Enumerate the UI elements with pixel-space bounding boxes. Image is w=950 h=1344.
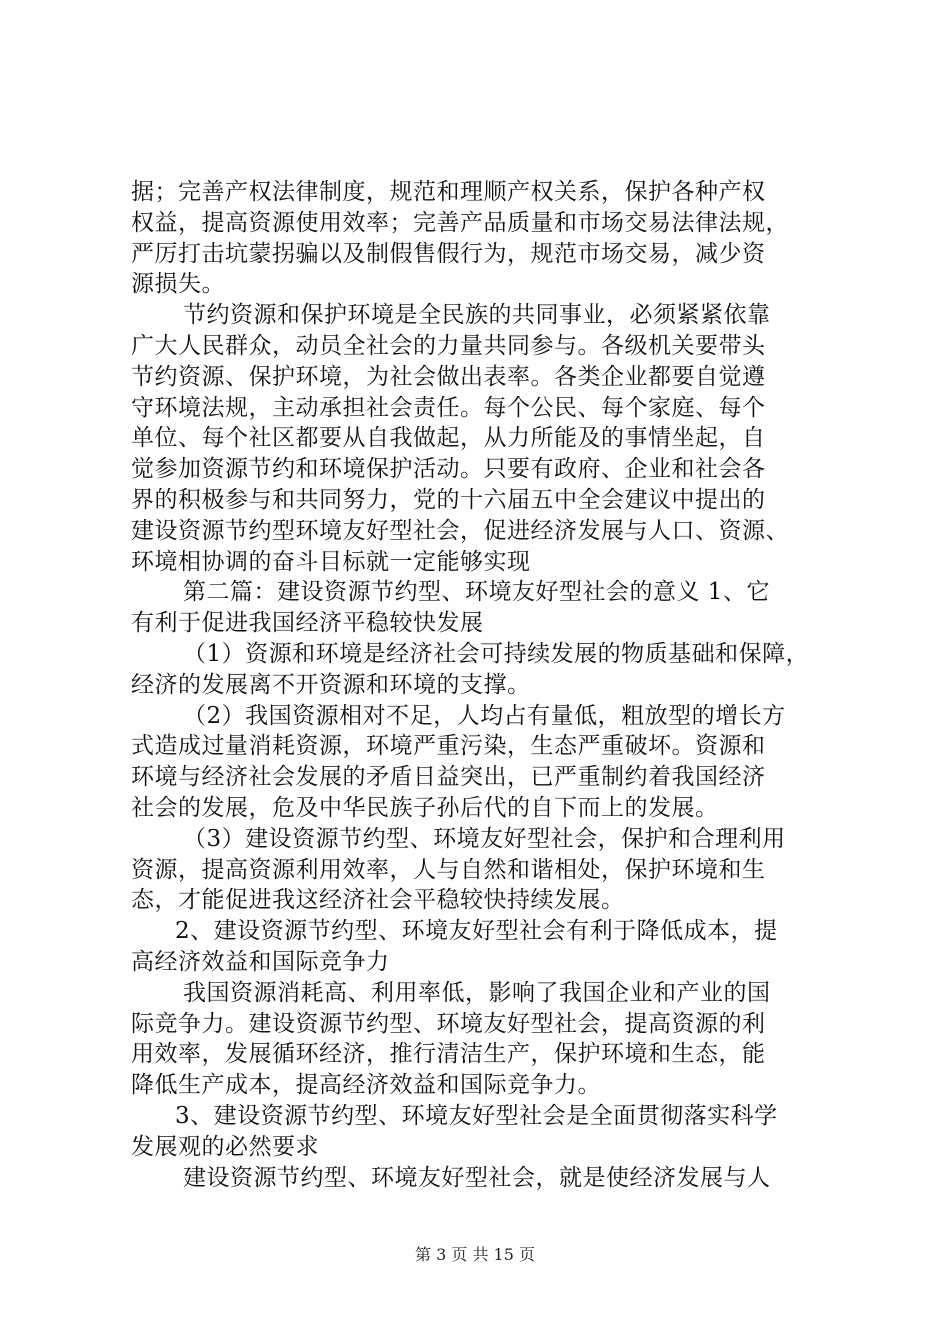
text-line: 建设资源节约型、环境友好型社会，就是使经济发展与人 bbox=[183, 1165, 771, 1191]
text-line: 广大人民群众，动员全社会的力量共同参与。各级机关要带头 bbox=[131, 333, 766, 359]
text-line: 节约资源、保护环境，为社会做出表率。各类企业都要自觉遵 bbox=[131, 364, 766, 390]
section-heading: 有利于促进我国经济平稳较快发展 bbox=[131, 610, 484, 636]
section-heading: 第二篇：建设资源节约型、环境友好型社会的意义 1、它 bbox=[183, 579, 770, 605]
section-heading: 2、建设资源节约型、环境友好型社会有利于降低成本，提 bbox=[175, 918, 778, 944]
text-line: 单位、每个社区都要从自我做起，从力所能及的事情坐起，自 bbox=[131, 425, 766, 451]
text-line: 降低生产成本，提高经济效益和国际竞争力。 bbox=[131, 1072, 601, 1098]
text-line: 守环境法规，主动承担社会责任。每个公民、每个家庭、每个 bbox=[131, 395, 766, 421]
text-line: （3）建设资源节约型、环境友好型社会，保护和合理利用 bbox=[183, 826, 786, 852]
text-line: （1）资源和环境是经济社会可持续发展的物质基础和保障， bbox=[183, 641, 810, 667]
text-line: 资源，提高资源利用效率，人与自然和谐相处，保护环境和生 bbox=[131, 857, 766, 883]
section-heading: 高经济效益和国际竞争力 bbox=[131, 949, 390, 975]
section-heading: 发展观的必然要求 bbox=[131, 1134, 319, 1160]
text-line: 觉参加资源节约和环境保护活动。只要有政府、企业和社会各 bbox=[131, 456, 766, 482]
text-line: 态，才能促进我这经济社会平稳较快持续发展。 bbox=[131, 887, 625, 913]
text-line: 环境与经济社会发展的矛盾日益突出，已严重制约着我国经济 bbox=[131, 764, 766, 790]
text-line: 源损失。 bbox=[131, 271, 225, 297]
text-line: 节约资源和保护环境是全民族的共同事业，必须紧紧依靠 bbox=[183, 302, 771, 328]
text-line: 严厉打击坑蒙拐骗以及制假售假行为，规范市场交易，减少资 bbox=[131, 241, 766, 267]
text-line: 经济的发展离不开资源和环境的支撑。 bbox=[131, 672, 531, 698]
section-heading: 3、建设资源节约型、环境友好型社会是全面贯彻落实科学 bbox=[175, 1103, 778, 1129]
text-line: 据；完善产权法律制度，规范和理顺产权关系，保护各种产权 bbox=[131, 179, 766, 205]
text-line: 用效率，发展循环经济，推行清洁生产，保护环境和生态，能 bbox=[131, 1041, 766, 1067]
text-line: 际竞争力。建设资源节约型、环境友好型社会，提高资源的利 bbox=[131, 1011, 766, 1037]
text-line: （2）我国资源相对不足，人均占有量低，粗放型的增长方 bbox=[183, 703, 786, 729]
page-number-footer: 第 3 页 共 15 页 bbox=[415, 1245, 535, 1264]
text-line: 界的积极参与和共同努力，党的十六届五中全会建议中提出的 bbox=[131, 487, 766, 513]
text-line: 环境相协调的奋斗目标就一定能够实现 bbox=[131, 549, 531, 575]
text-line: 式造成过量消耗资源，环境严重污染，生态严重破坏。资源和 bbox=[131, 733, 766, 759]
text-line: 建设资源节约型环境友好型社会，促进经济发展与人口、资源、 bbox=[131, 518, 789, 544]
text-line: 权益，提高资源使用效率；完善产品质量和市场交易法律法规， bbox=[131, 210, 789, 236]
text-line: 社会的发展，危及中华民族子孙后代的自下而上的发展。 bbox=[131, 795, 719, 821]
text-line: 我国资源消耗高、利用率低，影响了我国企业和产业的国 bbox=[183, 980, 771, 1006]
